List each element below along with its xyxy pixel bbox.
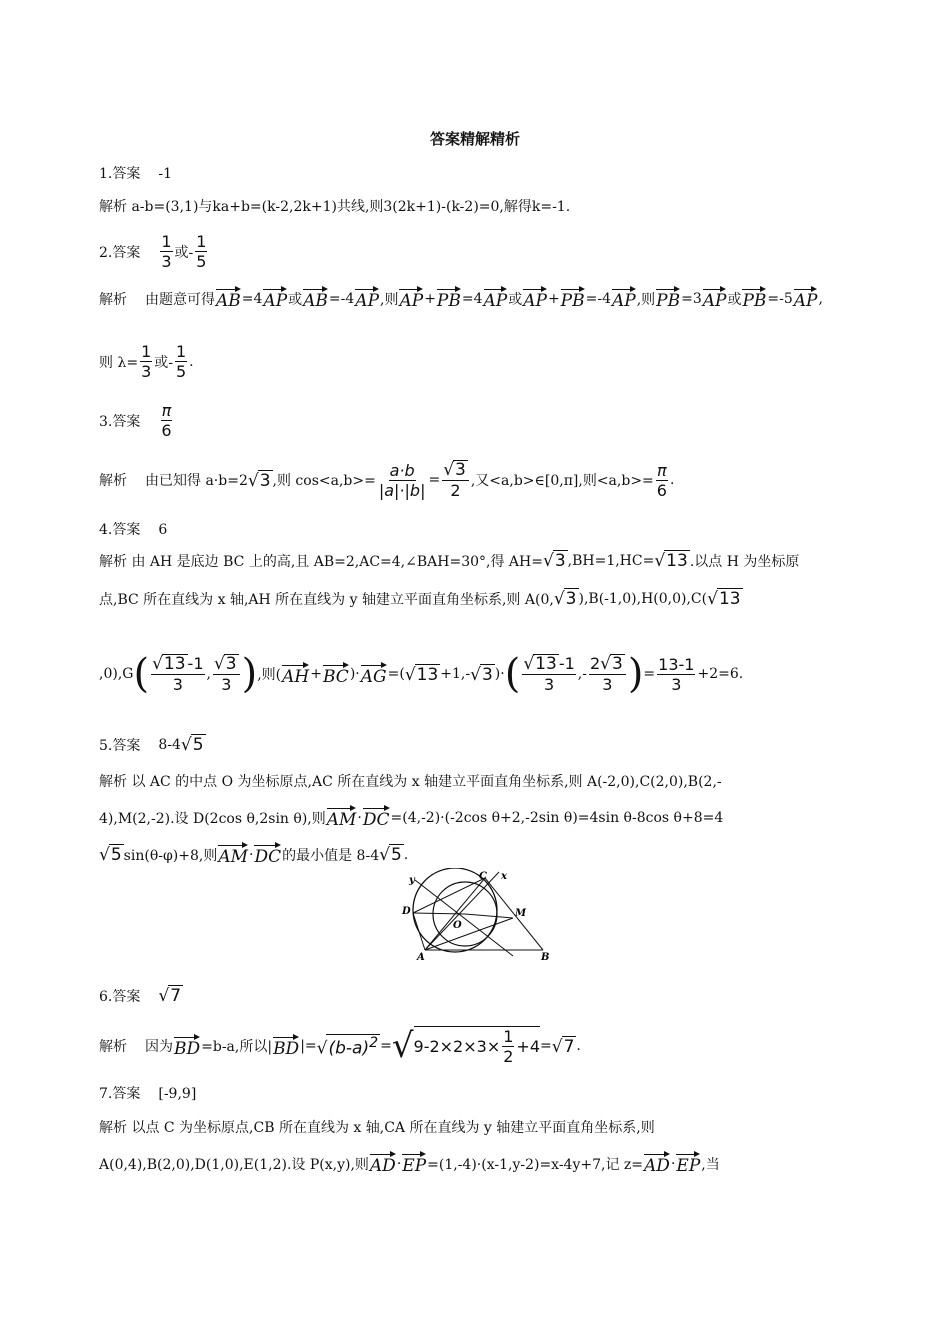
svg-text:B: B — [541, 952, 550, 963]
explain-4-line2: 点,BC 所在直线为 x 轴,AH 所在直线为 y 轴建立平面直角坐标系,则 A(0, √3 ),B(-1,0),H(0,0),C( √13 — [99, 589, 741, 609]
explain-3: 解析 由已知得 a·b=2 √3 ,则 cos<a,b>= $\frac{a\cdot b}{|a|\cdot|b|}$ = $\frac{√3}{2}$ ,又<a,b>∈[0,π],则<a,b>= $\frac{\pi}{6}$ . — [99, 460, 675, 500]
explain-4-line3: ,0),G ( $\frac{√13 -1}{3}$ , $\frac{√3}{3}$ ) ,则( AH + BC )· AG =( √13 +1,- √3 )· ( $\frac{√13 -1}{3}$ ,- $\frac{2√3}{3}$ ) = $\frac{13-1}{3}$ +2=6. — [99, 651, 744, 697]
svg-text:A: A — [417, 952, 425, 963]
svg-text:O: O — [453, 920, 462, 931]
explain-2: 解析 由题意可得 AB =4 AP 或 AB =-4 AP ,则 AP + PB =4 AP 或 AP + PB =-4 AP ,则 PB =3 AP 或 PB =-5 AP , — [99, 286, 823, 311]
svg-text:y: y — [409, 875, 415, 886]
svg-text:M: M — [515, 908, 527, 919]
geometry-figure — [395, 868, 555, 963]
svg-text:C: C — [479, 871, 487, 882]
svg-text:x: x — [501, 871, 507, 882]
explain-4-line1: 解析 由 AH 是底边 BC 上的高,且 AB=2,AC=4,∠BAH=30°,得 AH= √3 ,BH=1,HC= √13 .以点 H 为坐标原 — [99, 551, 800, 571]
answer-1: 1.答案 -1 — [99, 166, 172, 182]
explain-6: 解析 因为 BD =b-a,所以| BD |= $√(b-a)^2$ = √ 9-2×2×3× $\frac{1}{2}$ +4 = √7 . — [99, 1026, 581, 1066]
explain-1: 解析 a-b=(3,1)与ka+b=(k-2,2k+1)共线,则3(2k+1)-(k-2)=0,解得k=-1. — [99, 199, 571, 215]
answer-6: 6.答案 √7 — [99, 986, 182, 1006]
answer-7: 7.答案 [-9,9] — [99, 1086, 197, 1102]
answer-4: 4.答案 6 — [99, 522, 168, 538]
explain-5-line1: 解析 以 AC 的中点 O 为坐标原点,AC 所在直线为 x 轴建立平面直角坐标系,则 A(-2,0),C(2,0),B(2,- — [99, 774, 722, 790]
explain-7-line2: A(0,4),B(2,0),D(1,0),E(1,2).设 P(x,y),则 AD · EP =(1,-4)·(x-1,y-2)=x-4y+7,记 z= AD · EP ,当 — [99, 1151, 720, 1176]
answer-3: 3.答案 $\frac{\pi}{6}$ — [99, 401, 172, 440]
answer-5: 5.答案 8-4 √5 — [99, 735, 204, 755]
explain-5-line2: 4),M(2,-2).设 D(2cos θ,2sin θ),则 AM · DC =(4,-2)·(-2cos θ+2,-2sin θ)=4sin θ-8cos θ+8=4 — [99, 805, 723, 830]
svg-text:D: D — [402, 906, 411, 917]
explain-2-cont: 则 λ= $\frac{1}{3}$ 或- $\frac{1}{5}$ . — [99, 342, 194, 381]
explain-7-line1: 解析 以点 C 为坐标原点,CB 所在直线为 x 轴,CA 所在直线为 y 轴建立平面直角坐标系,则 — [99, 1120, 655, 1136]
page-title: 答案精解精析 — [429, 130, 520, 148]
answer-2: 2.答案 $\frac{1}{3}$ 或- $\frac{1}{5}$ — [99, 232, 207, 271]
explain-5-line3: √5 sin(θ-φ)+8,则 AM · DC 的最小值是 8-4 √5 . — [99, 842, 408, 867]
fraction: $\frac{1}{5}$ — [196, 232, 207, 271]
fraction: $\frac{1}{3}$ — [161, 232, 172, 271]
